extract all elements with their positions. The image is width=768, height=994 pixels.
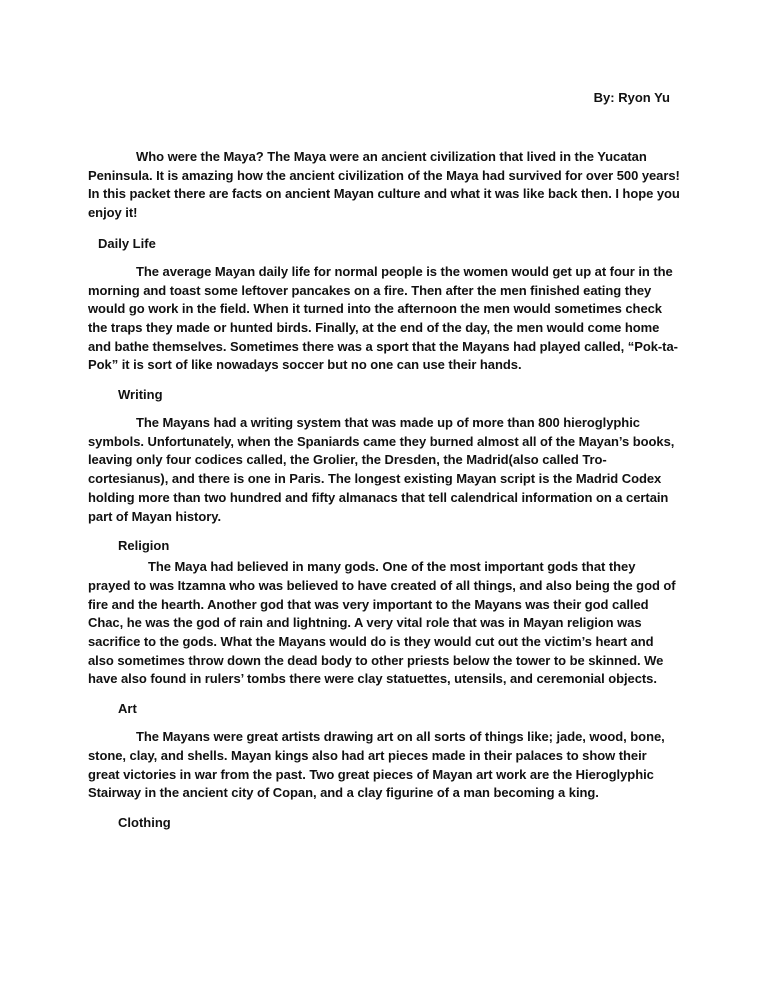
document-body — [88, 148, 680, 832]
section-heading-writing: Writing — [118, 387, 163, 403]
daily-life-paragraph: The average Mayan daily life for normal people is the women would get up at four in the morning and toast some leftover pancakes on a fire. Then after the men finished eating they would go work in the field. When it turned into the afternoon the men would sometimes check the traps they made or hunted birds. Finally, at the end of the day, the men would come home and bathe themselves. Sometimes there was a sport that the Mayans had played called, “Pok-ta-Pok” it is sort of like nowadays soccer but no one can use their hands. — [88, 263, 678, 373]
section-heading-clothing: Clothing — [118, 814, 171, 830]
section-heading-religion: Religion — [118, 538, 170, 554]
author-byline: By: Ryon Yu — [593, 90, 670, 105]
religion-paragraph: The Maya had believed in many gods. One of the most important gods that they prayed to was Itzamna who was believed to have created of all things, and also being the god of fire and the hearth. Another god that was very important to the Mayans was their god called Chac, he was the god of rain and lightning. A very vital role that was in Mayan religion was sacrifice to the gods. What the Mayans would do is they would cut out the victim’s heart and also sometimes throw down the dead body to other priests below the tower to be skinned. We have also found in rulers’ tombs there were clay statuettes, utensils, and ceremonial objects. — [88, 559, 676, 687]
art-paragraph: The Mayans were great artists drawing art on all sorts of things like; jade, wood, bone, stone, clay, and shells. Mayan kings also had art pieces made in their palaces to show their great victories in war from the past. Two great pieces of Mayan art work are the Hieroglyphic Stairway in the ancient city of Copan, and a clay figurine of a man becoming a king. — [88, 729, 665, 801]
section-heading-art: Art — [118, 701, 137, 717]
intro-paragraph: Who were the Maya? The Maya were an ancient civilization that lived in the Yucatan Peninsula. It is amazing how the ancient civilization of the Maya had survived for over 500 years! In this packet there are facts on ancient Mayan culture and what it was like back then. I hope you enjoy it! — [88, 149, 680, 221]
writing-paragraph: The Mayans had a writing system that was made up of more than 800 hieroglyphic symbols. Unfortunately, when the Spaniards came they burned almost all of the Mayan’s books, leaving only four codices called, the Grolier, the Dresden, the Madrid(also called Tro-cortesianus), and there is one in Paris. The longest existing Mayan script is the Madrid Codex holding more than two hundred and fifty almanacs that tell calendrical information on a certain part of Mayan history. — [88, 415, 675, 524]
section-heading-daily-life: Daily Life — [98, 235, 156, 251]
